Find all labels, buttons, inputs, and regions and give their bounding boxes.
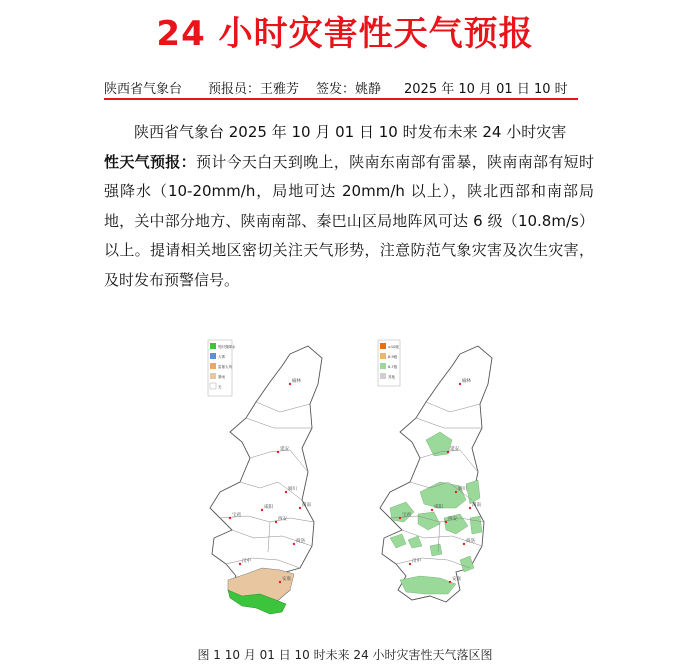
city-right-9: 咸阳 bbox=[434, 505, 443, 510]
city-right-4: 汉中 bbox=[412, 559, 421, 564]
city-right-2: 宝鸡 bbox=[402, 513, 411, 518]
figure-caption: 图 1 10 月 01 日 10 时未来 24 小时灾害性天气落区图 bbox=[197, 648, 493, 662]
legend-right-3: 其他 bbox=[388, 375, 395, 379]
city-right-3: 西安 bbox=[448, 517, 457, 522]
legend-left-4: 无 bbox=[218, 385, 222, 389]
map-left bbox=[208, 340, 322, 614]
legend-left-0: 短时强降水 bbox=[218, 345, 236, 349]
legend-left-1: 大雾 bbox=[218, 355, 225, 359]
city-right-8: 渭南 bbox=[472, 503, 481, 508]
city-left-0: 榆林 bbox=[292, 379, 301, 384]
forecast-maps bbox=[190, 332, 530, 632]
city-left-7: 铜川 bbox=[288, 487, 297, 492]
city-left-4: 汉中 bbox=[242, 559, 251, 564]
meta-date: 2025 年 10 月 01 日 10 时 bbox=[404, 82, 568, 97]
legend-right-0: ≥10级 bbox=[388, 345, 399, 349]
city-left-2: 宝鸡 bbox=[232, 513, 241, 518]
map-right-legend bbox=[378, 340, 400, 386]
city-right-7: 铜川 bbox=[458, 487, 467, 492]
city-left-9: 咸阳 bbox=[264, 505, 273, 510]
city-left-8: 渭南 bbox=[302, 503, 311, 508]
city-left-5: 安康 bbox=[282, 577, 291, 582]
city-right-6: 商洛 bbox=[466, 539, 475, 544]
forecast-text: 预计今天白天到晚上，陕南东南部有雷暴，陕南南部有短时强降水（10-20mm/h，局地可达 20mm/h 以上），陕北西部和南部局地，关中部分地方、陕南南部、秦巴山区局地阵风可达 6 级（10.8m/s）以上。提请相关地区密切关注天气形势，注意防范气象灾害及次生灾害，及时发布预警信号。 bbox=[104, 152, 594, 289]
city-right-5: 安康 bbox=[452, 577, 461, 582]
map-left-legend bbox=[208, 340, 236, 396]
page-title: 24 小时灾害性天气预报 bbox=[156, 14, 534, 54]
city-left-1: 延安 bbox=[280, 447, 289, 452]
city-right-0: 榆林 bbox=[462, 379, 471, 384]
meta-forecaster: 预报员：王雅芳 bbox=[208, 82, 300, 97]
forecast-label: 性天气预报： bbox=[104, 152, 196, 171]
forecast-lead: 陕西省气象台 2025 年 10 月 01 日 10 时发布未来 24 小时灾害 bbox=[134, 123, 567, 141]
city-left-6: 商洛 bbox=[296, 539, 305, 544]
map-right bbox=[378, 340, 492, 602]
issue-meta bbox=[104, 78, 578, 98]
city-right-1: 延安 bbox=[450, 447, 459, 452]
meta-issuer: 签发：姚静 bbox=[316, 82, 382, 97]
header-divider bbox=[104, 98, 578, 100]
legend-left-2: 雷暴大风 bbox=[218, 365, 232, 369]
legend-right-1: 8-9级 bbox=[388, 355, 398, 359]
city-left-3: 西安 bbox=[278, 517, 287, 522]
legend-right-2: 6-7级 bbox=[388, 365, 398, 369]
legend-left-3: 暴雨 bbox=[218, 375, 225, 379]
meta-org: 陕西省气象台 bbox=[104, 82, 183, 97]
forecast-body bbox=[104, 118, 594, 295]
